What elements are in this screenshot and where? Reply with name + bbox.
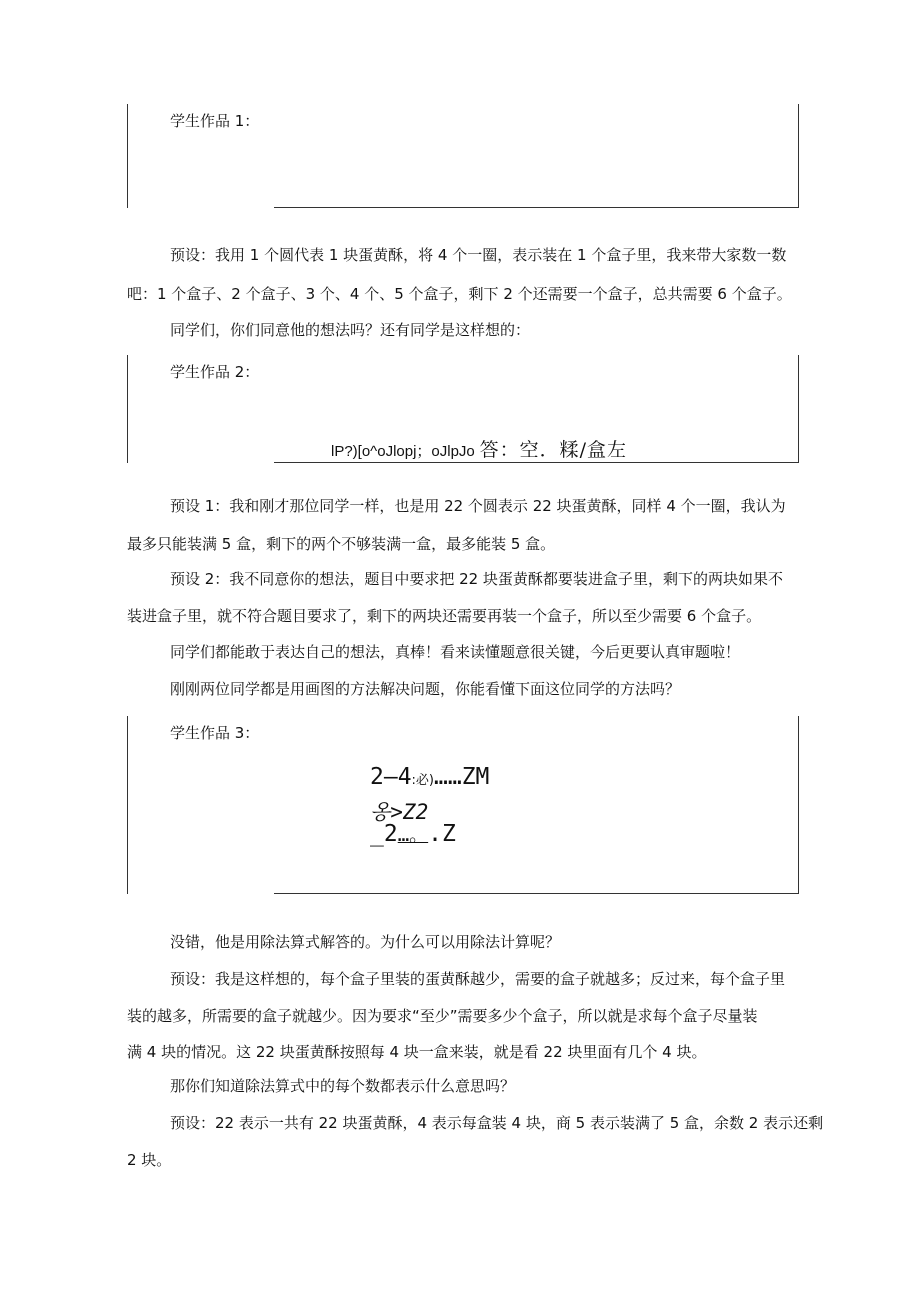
- division-line-1-c: ……ZM: [434, 764, 490, 790]
- division-line-1-a: 2—4: [370, 764, 412, 790]
- student-work-2-garbled-text: [331, 435, 627, 462]
- division-line-3-a: _2: [370, 821, 398, 847]
- paragraph-1-line-1: 预设：我用 1 个圆代表 1 块蛋黄酥，将 4 个一圈，表示装在 1 个盒子里，我来带大家数一数: [170, 246, 787, 264]
- student-work-3-label: 学生作品 3：: [170, 724, 260, 742]
- paragraph-8-line-1: 预设：我是这样想的，每个盒子里装的蛋黄酥越少，需要的盒子就越多；反过来，每个盒子里: [170, 970, 786, 988]
- student-work-1-box: [127, 104, 799, 208]
- student-work-2-label: 学生作品 2：: [170, 363, 260, 381]
- student-work-2-garbled-cjk: 答：空．糅/盒左: [479, 439, 627, 461]
- paragraph-4-line-1: 预设 2：我不同意你的想法，题目中要求把 22 块蛋黄酥都要装进盒子里，剩下的两块如果不: [170, 570, 783, 588]
- paragraph-4-line-2: 装进盒子里，就不符合题目要求了，剩下的两块还需要再装一个盒子，所以至少需要 6 个盒子。: [127, 607, 762, 625]
- student-work-2-garbled-latin: lP?)[o^oJlopj；oJlpJo: [331, 443, 475, 460]
- student-work-1-bottom-rule: [274, 207, 798, 208]
- paragraph-3-line-2: 最多只能装满 5 盒，剩下的两个不够装满一盒，最多能装 5 盒。: [127, 535, 556, 553]
- paragraph-5: 同学们都能敢于表达自己的想法，真棒！看来读懂题意很关键，今后更要认真审题啦！: [170, 643, 741, 661]
- paragraph-8-line-2: 装的越多，所需要的盒子就越少。因为要求“至少”需要多少个盒子，所以就是求每个盒子尽量装: [127, 1007, 758, 1025]
- division-work-line-1: [370, 764, 489, 790]
- student-work-3-bottom-rule: [274, 893, 798, 894]
- paragraph-2: 同学们，你们同意他的想法吗？还有同学是这样想的：: [170, 321, 531, 339]
- division-work-line-2: 옹>Z2: [370, 800, 429, 824]
- student-work-3-box: [127, 716, 799, 894]
- paragraph-1-line-2: 吧：1 个盒子、2 个盒子、3 个、4 个、5 个盒子，剩下 2 个还需要一个盒子，总共需要 6 个盒子。: [127, 285, 792, 303]
- paragraph-6: 刚刚两位同学都是用画图的方法解决问题，你能看懂下面这位同学的方法吗？: [170, 680, 681, 698]
- division-line-1-b: :必): [411, 773, 434, 788]
- division-work-line-3: [370, 820, 456, 847]
- student-work-1-label: 学生作品 1：: [170, 112, 260, 130]
- student-work-2-box: [127, 355, 799, 463]
- student-work-2-bottom-rule: [274, 462, 798, 463]
- paragraph-8-line-3: 满 4 块的情况。这 22 块蛋黄酥按照每 4 块一盒来装，就是看 22 块里面有几个 4 块。: [127, 1043, 707, 1061]
- paragraph-7: 没错，他是用除法算式解答的。为什么可以用除法计算呢？: [170, 933, 561, 951]
- paragraph-3-line-1: 预设 1：我和刚才那位同学一样，也是用 22 个圆表示 22 块蛋黄酥，同样 4 个一圈，我认为: [170, 497, 786, 515]
- paragraph-9: 那你们知道除法算式中的每个数都表示什么意思吗？: [170, 1077, 516, 1095]
- division-line-3-b: …。: [397, 824, 429, 846]
- paragraph-10-line-2: 2 块。: [127, 1151, 172, 1169]
- division-line-3-c: .Z: [428, 821, 456, 847]
- paragraph-10-line-1: 预设：22 表示一共有 22 块蛋黄酥，4 表示每盒装 4 块，商 5 表示装满了 5 盒，余数 2 表示还剩: [170, 1114, 824, 1132]
